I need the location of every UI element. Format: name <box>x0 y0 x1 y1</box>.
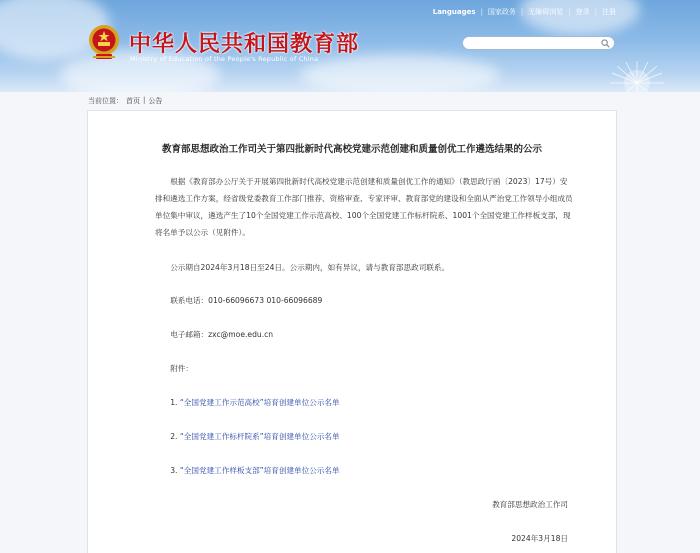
attachment-link-3[interactable]: “全国党建工作样板支部” <box>179 466 264 475</box>
dandelion-icon <box>602 58 672 92</box>
signature: 教育部思想政治工作司 <box>492 500 568 509</box>
cloud-decoration <box>300 55 500 92</box>
article-title: 教育部思想政治工作司关于第四批新时代高校党建示范创建和质量创优工作遴选结果的公示 <box>161 144 542 155</box>
publish-date: 2024年3月18日 <box>511 534 568 543</box>
attachment-link-1[interactable]: “全国党建工作示范高校” <box>179 398 264 407</box>
breadcrumb-notice[interactable]: 公告 <box>148 97 163 105</box>
article-body: 根据《教育部办公厅关于开展第四批新时代高校党建示范创建和质量创优工作的通知》（教思政厅函〔2023〕17号）安排和遴选工作方案，经省级党委教育工作部门推荐、资格审查、专家评审、教育部党的建设和全面从严治党工作领导小组成员单位集中审议，遴选产生了10个全国党建工作示范高校、100个全国党建工作标杆院系、1001个全国党建工作样板支部，现将名单予以公示（见附件）。 <box>155 177 573 237</box>
contact-phone: 联系电话：010-66096673 010-66096689 <box>170 296 323 305</box>
accessibility-link[interactable]: 无障碍浏览 <box>528 8 564 16</box>
breadcrumb-label: 当前位置： <box>88 97 123 105</box>
languages-link[interactable]: Languages <box>432 8 476 16</box>
gov-affairs-link[interactable]: 国家政务 <box>487 8 516 16</box>
attachment-link-3-suffix[interactable]: 培育创建单位公示名单 <box>263 466 340 475</box>
cloud-decoration <box>520 0 640 35</box>
attachment-item: 3. “全国党建工作样板支部”培育创建单位公示名单 <box>170 466 340 475</box>
site-header <box>0 0 700 92</box>
attachment-link-1-suffix[interactable]: 培育创建单位公示名单 <box>263 398 340 407</box>
notice-period: 公示期自2024年3月18日至24日。公示期内，如有异议，请与教育部思政司联系。 <box>170 263 450 272</box>
search-box[interactable] <box>462 36 615 50</box>
national-emblem-icon <box>87 23 121 61</box>
login-link[interactable]: 登录 <box>575 8 590 16</box>
site-title[interactable]: 中华人民共和国教育部 <box>129 32 360 57</box>
top-links: Languages | 国家政务 | 无障碍浏览 | 登录 | 注册 <box>432 8 616 16</box>
breadcrumb <box>88 96 162 106</box>
contact-email: 电子邮箱：zxc@moe.edu.cn <box>170 330 274 339</box>
site-title-en: Ministry of Education of the People's Republic of China <box>130 55 319 63</box>
attachment-item: 2. “全国党建工作标杆院系”培育创建单位公示名单 <box>170 432 340 441</box>
breadcrumb-separator: | <box>143 96 146 104</box>
attachment-link-2[interactable]: “全国党建工作标杆院系” <box>179 432 264 441</box>
attachments-label: 附件： <box>170 364 193 373</box>
register-link[interactable]: 注册 <box>602 8 616 16</box>
breadcrumb-home[interactable]: 首页 <box>126 97 140 105</box>
attachment-item: 1. “全国党建工作示范高校”培育创建单位公示名单 <box>170 398 340 407</box>
article-panel <box>87 110 617 553</box>
search-icon[interactable] <box>601 39 610 48</box>
attachment-link-2-suffix[interactable]: 培育创建单位公示名单 <box>263 432 340 441</box>
